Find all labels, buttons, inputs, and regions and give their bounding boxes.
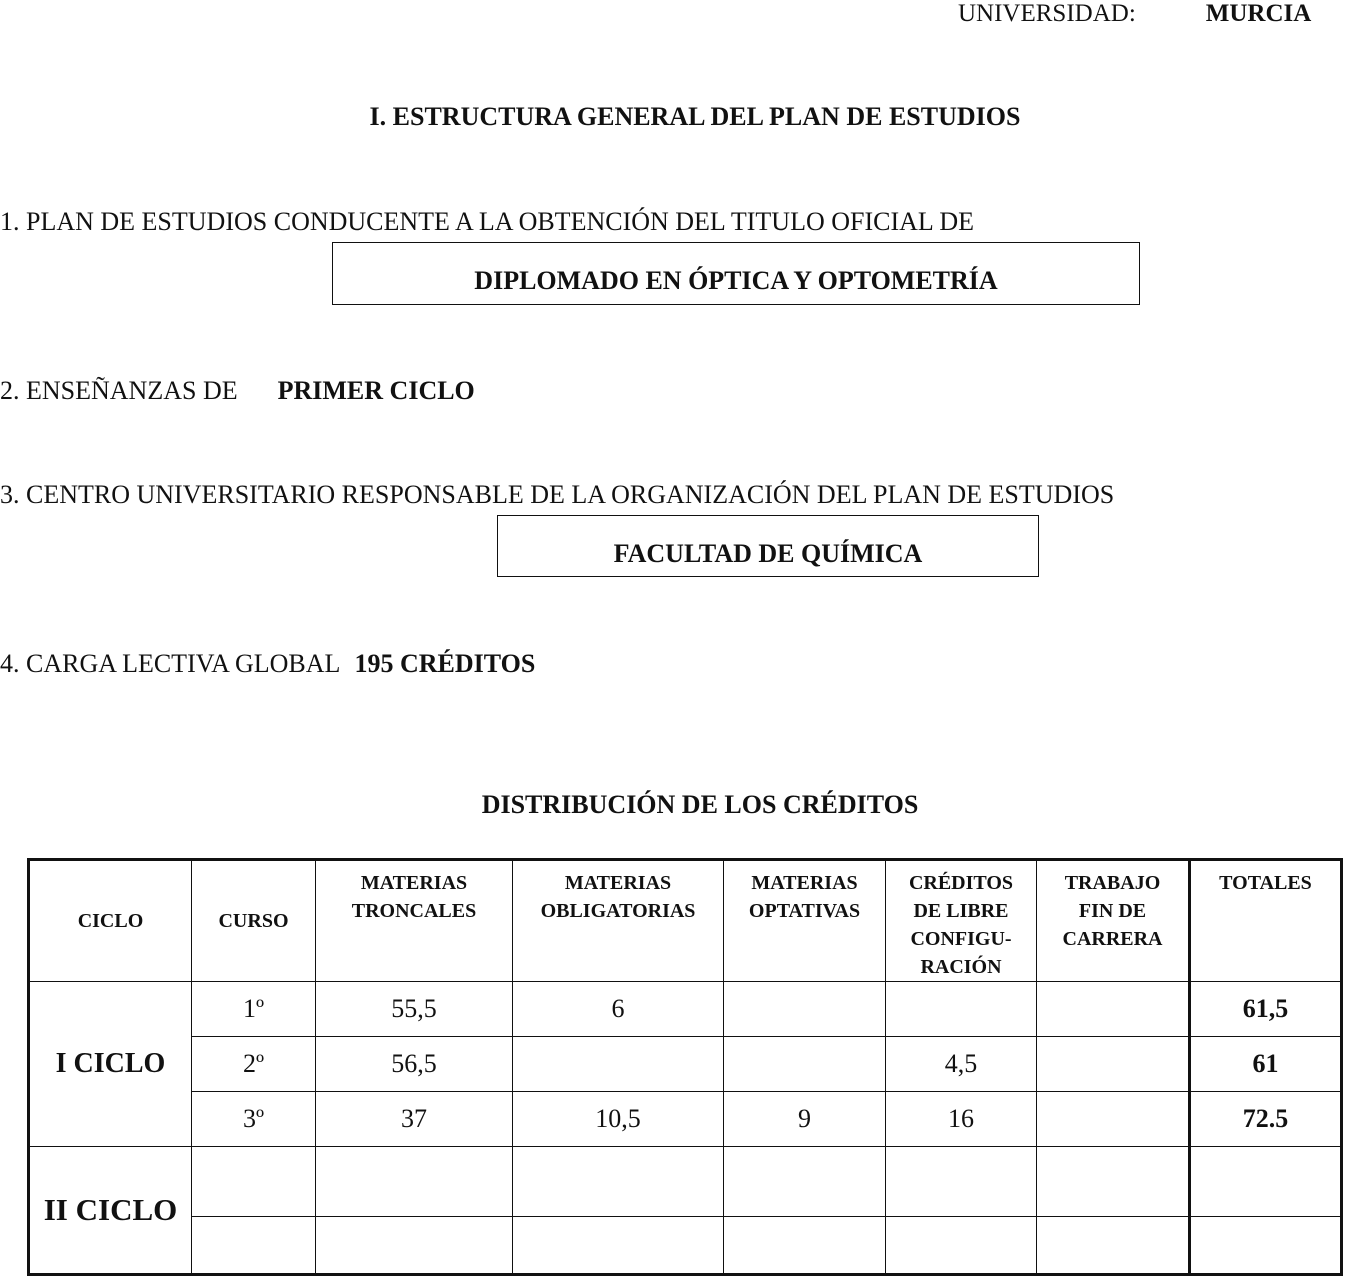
table-header-row xyxy=(29,860,1342,982)
item-4 xyxy=(0,649,535,679)
header-trabajo xyxy=(1037,860,1190,982)
item-2-label: 2. ENSEÑANZAS DE xyxy=(0,376,238,405)
header-libre-line2: DE LIBRE xyxy=(913,900,1009,922)
item-4-value: 195 CRÉDITOS xyxy=(354,649,536,678)
header-libre xyxy=(886,860,1037,982)
header-obligatorias-line1: MATERIAS xyxy=(564,872,672,894)
header-libre-line4: RACIÓN xyxy=(920,956,1002,978)
header-optativas-line1: MATERIAS xyxy=(751,872,858,894)
cell-trabajo xyxy=(1037,1037,1190,1092)
page-title: I. ESTRUCTURA GENERAL DEL PLAN DE ESTUDIOS xyxy=(369,102,1021,131)
table-row xyxy=(29,1092,1342,1147)
cell-empty xyxy=(513,1147,724,1217)
cell-empty xyxy=(192,1147,316,1217)
cell-troncales: 56,5 xyxy=(316,1037,513,1092)
ciclo-1-label: I CICLO xyxy=(29,982,192,1147)
header-optativas-line2: OPTATIVAS xyxy=(748,900,861,922)
cell-obligatorias: 10,5 xyxy=(513,1092,724,1147)
cell-empty xyxy=(316,1147,513,1217)
item-2 xyxy=(0,376,475,406)
item-4-label: 4. CARGA LECTIVA GLOBAL xyxy=(0,649,341,678)
center-box: FACULTAD DE QUÍMICA xyxy=(497,515,1039,577)
university-label: UNIVERSIDAD: xyxy=(958,0,1136,27)
header-totales: TOTALES xyxy=(1190,860,1342,982)
cell-empty xyxy=(1190,1217,1342,1275)
cell-obligatorias xyxy=(513,1037,724,1092)
header-troncales-line2: TRONCALES xyxy=(351,900,477,922)
item-3-text: 3. CENTRO UNIVERSITARIO RESPONSABLE DE LA ORGANIZACIÓN DEL PLAN DE ESTUDIOS xyxy=(0,480,1115,509)
header-trabajo-line3: CARRERA xyxy=(1062,928,1163,950)
cell-libre: 4,5 xyxy=(886,1037,1037,1092)
cell-optativas xyxy=(724,1037,886,1092)
header-libre-line1: CRÉDITOS xyxy=(908,872,1014,894)
distribution-title: DISTRIBUCIÓN DE LOS CRÉDITOS xyxy=(481,790,919,819)
degree-box: DIPLOMADO EN ÓPTICA Y OPTOMETRÍA xyxy=(332,242,1140,305)
cell-empty xyxy=(1037,1217,1190,1275)
table-row xyxy=(29,1147,1342,1217)
cell-optativas xyxy=(724,982,886,1037)
table-row xyxy=(29,982,1342,1037)
cell-trabajo xyxy=(1037,1092,1190,1147)
cell-totales: 61 xyxy=(1190,1037,1342,1092)
cell-curso: 3º xyxy=(192,1092,316,1147)
header-troncales-line1: MATERIAS xyxy=(360,872,468,894)
cell-empty xyxy=(886,1217,1037,1275)
table-row xyxy=(29,1217,1342,1275)
cell-empty xyxy=(192,1217,316,1275)
header-obligatorias-line2: OBLIGATORIAS xyxy=(540,900,696,922)
university-value: MURCIA xyxy=(1205,0,1312,27)
header-troncales xyxy=(316,860,513,982)
header-trabajo-line2: FIN DE xyxy=(1078,900,1147,922)
university-line xyxy=(958,0,1311,28)
header-obligatorias xyxy=(513,860,724,982)
cell-empty xyxy=(1190,1147,1342,1217)
cell-optativas: 9 xyxy=(724,1092,886,1147)
cell-empty xyxy=(724,1147,886,1217)
cell-trabajo xyxy=(1037,982,1190,1037)
cell-totales: 61,5 xyxy=(1190,982,1342,1037)
header-ciclo: CICLO xyxy=(29,860,192,982)
item-1-text: 1. PLAN DE ESTUDIOS CONDUCENTE A LA OBTENCIÓN DEL TITULO OFICIAL DE xyxy=(0,207,974,236)
cell-empty xyxy=(886,1147,1037,1217)
header-trabajo-line1: TRABAJO xyxy=(1064,872,1161,894)
header-curso: CURSO xyxy=(192,860,316,982)
cell-empty xyxy=(724,1217,886,1275)
cell-troncales: 55,5 xyxy=(316,982,513,1037)
cell-obligatorias: 6 xyxy=(513,982,724,1037)
cell-libre xyxy=(886,982,1037,1037)
cell-empty xyxy=(316,1217,513,1275)
ciclo-2-label: II CICLO xyxy=(29,1147,192,1275)
header-libre-line3: CONFIGU- xyxy=(910,928,1012,950)
cell-troncales: 37 xyxy=(316,1092,513,1147)
cell-curso: 1º xyxy=(192,982,316,1037)
cell-libre: 16 xyxy=(886,1092,1037,1147)
cell-empty xyxy=(1037,1147,1190,1217)
item-2-value: PRIMER CICLO xyxy=(277,376,475,405)
credits-table xyxy=(27,858,1343,1276)
cell-curso: 2º xyxy=(192,1037,316,1092)
header-optativas xyxy=(724,860,886,982)
cell-empty xyxy=(513,1217,724,1275)
table-row xyxy=(29,1037,1342,1092)
cell-totales: 72.5 xyxy=(1190,1092,1342,1147)
